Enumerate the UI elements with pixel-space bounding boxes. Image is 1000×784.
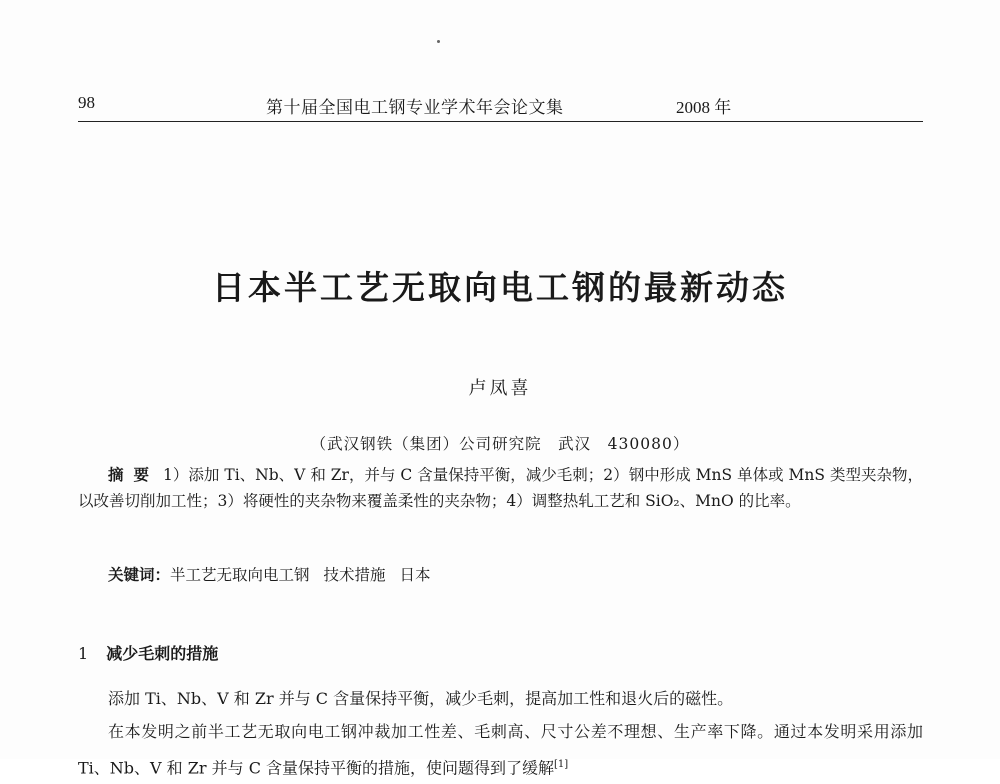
abstract-label: 摘要 — [108, 466, 160, 484]
author-name: 卢凤喜 — [468, 378, 532, 399]
journal-title: 第十届全国电工钢专业学术年会论文集 — [266, 98, 564, 118]
body-paragraph: 添加 Ti、Nb、V 和 Zr 并与 C 含量保持平衡，减少毛刺，提高加工性和退火后的磁性。 — [108, 689, 734, 708]
keywords — [108, 563, 923, 585]
abstract — [78, 462, 923, 514]
page-number: 98 — [78, 93, 95, 112]
section-heading — [78, 641, 218, 664]
section-body — [78, 682, 923, 784]
body-paragraph-text: 在本发明之前半工艺无取向电工钢冲裁加工性差、毛刺高、尺寸公差不理想、生产率下降。通过本发明采用添加 Ti、Nb、V 和 Zr 并与 C 含量保持平衡的措施，使问题得到了缓解 — [78, 722, 923, 778]
body-paragraph — [78, 715, 923, 784]
publication-year: 2008 年 — [676, 98, 732, 117]
paper-title: 日本半工艺无取向电工钢的最新动态 — [212, 268, 788, 307]
section-title: 减少毛刺的措施 — [106, 644, 219, 663]
keyword-item: 半工艺无取向电工钢 — [170, 566, 310, 584]
abstract-text: 1）添加 Ti、Nb、V 和 Zr，并与 C 含量保持平衡，减少毛刺；2）钢中形成 MnS 单体或 MnS 类型夹杂物，以改善切削加工性；3）将硬性的夹杂物来覆盖柔性的夹杂物；4）调整热轧工艺和 SiO₂、MnO 的比率。 — [78, 466, 923, 510]
keyword-item: 技术措施 — [323, 566, 386, 584]
running-header — [78, 93, 923, 119]
header-rule — [78, 121, 923, 122]
keyword-item: 日本 — [399, 566, 431, 584]
section-number: 1 — [78, 644, 89, 663]
citation-marker: [1] — [554, 759, 569, 770]
author-affiliation: （武汉钢铁（集团）公司研究院 武汉 430080） — [310, 435, 690, 453]
keywords-label: 关键词： — [108, 566, 171, 584]
scan-speck — [437, 40, 440, 43]
